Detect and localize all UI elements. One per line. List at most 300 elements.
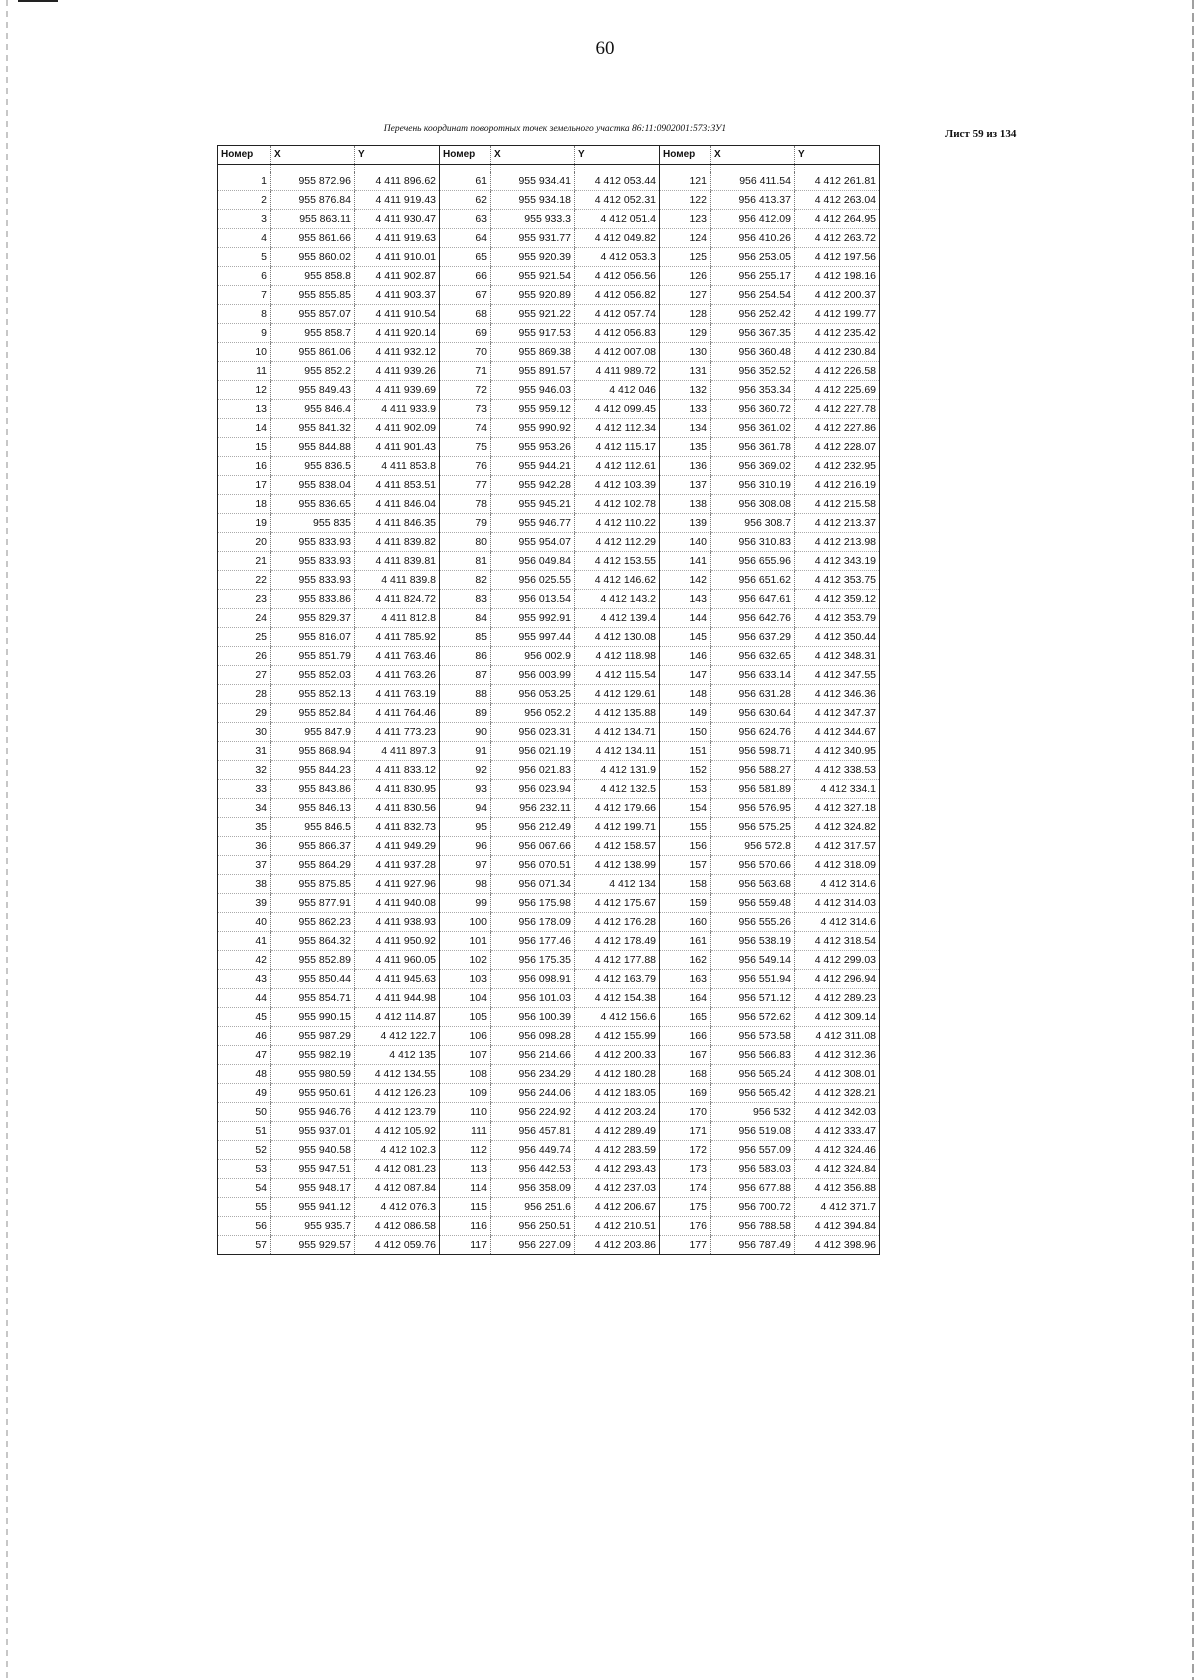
table-row	[218, 912, 880, 931]
y-coordinate-cell: 4 412 112.61	[575, 456, 660, 475]
x-coordinate-cell: 956 588.27	[711, 760, 795, 779]
point-number-cell: 129	[660, 323, 711, 342]
x-coordinate-cell: 955 846.13	[271, 798, 355, 817]
x-coordinate-cell: 955 835	[271, 513, 355, 532]
point-number-cell: 77	[440, 475, 491, 494]
point-number-cell: 25	[218, 627, 271, 646]
point-number-cell: 108	[440, 1064, 491, 1083]
y-coordinate-cell: 4 412 132.5	[575, 779, 660, 798]
point-number-cell: 8	[218, 304, 271, 323]
x-coordinate-cell: 955 852.84	[271, 703, 355, 722]
table-row	[218, 1045, 880, 1064]
y-coordinate-cell: 4 412 177.88	[575, 950, 660, 969]
x-coordinate-cell: 956 360.48	[711, 342, 795, 361]
y-coordinate-cell: 4 411 853.51	[355, 475, 440, 494]
point-number-cell: 45	[218, 1007, 271, 1026]
point-number-cell: 88	[440, 684, 491, 703]
y-coordinate-cell: 4 412 158.57	[575, 836, 660, 855]
x-coordinate-cell: 955 843.86	[271, 779, 355, 798]
y-coordinate-cell: 4 411 940.08	[355, 893, 440, 912]
point-number-cell: 55	[218, 1197, 271, 1216]
x-coordinate-cell: 956 412.09	[711, 209, 795, 228]
point-number-cell: 166	[660, 1026, 711, 1045]
x-coordinate-cell: 956 310.83	[711, 532, 795, 551]
x-coordinate-cell: 956 573.58	[711, 1026, 795, 1045]
y-coordinate-cell: 4 412 112.29	[575, 532, 660, 551]
y-coordinate-cell: 4 412 183.05	[575, 1083, 660, 1102]
x-coordinate-cell: 955 950.61	[271, 1083, 355, 1102]
point-number-cell: 90	[440, 722, 491, 741]
point-number-cell: 168	[660, 1064, 711, 1083]
y-coordinate-cell: 4 412 176.28	[575, 912, 660, 931]
x-coordinate-cell: 956 227.09	[491, 1235, 575, 1254]
point-number-cell: 78	[440, 494, 491, 513]
table-row	[218, 1121, 880, 1140]
y-coordinate-cell: 4 412 200.37	[795, 285, 880, 304]
x-coordinate-cell: 955 852.13	[271, 684, 355, 703]
point-number-cell: 89	[440, 703, 491, 722]
point-number-cell: 27	[218, 665, 271, 684]
y-coordinate-cell: 4 412 163.79	[575, 969, 660, 988]
x-coordinate-cell: 955 875.85	[271, 874, 355, 893]
x-coordinate-cell: 956 358.09	[491, 1178, 575, 1197]
x-coordinate-cell: 955 934.41	[491, 172, 575, 191]
y-coordinate-cell: 4 412 289.23	[795, 988, 880, 1007]
x-coordinate-cell: 955 850.44	[271, 969, 355, 988]
y-coordinate-cell: 4 412 056.82	[575, 285, 660, 304]
y-coordinate-cell: 4 412 199.77	[795, 304, 880, 323]
y-coordinate-cell: 4 412 263.04	[795, 190, 880, 209]
table-row	[218, 684, 880, 703]
x-coordinate-cell: 955 866.37	[271, 836, 355, 855]
table-row	[218, 361, 880, 380]
table-row	[218, 1007, 880, 1026]
y-coordinate-cell: 4 412 053.44	[575, 172, 660, 191]
y-coordinate-cell: 4 412 230.84	[795, 342, 880, 361]
point-number-cell: 41	[218, 931, 271, 950]
x-coordinate-cell: 956 053.25	[491, 684, 575, 703]
header-x-3: X	[711, 146, 795, 165]
x-coordinate-cell: 955 944.21	[491, 456, 575, 475]
point-number-cell: 98	[440, 874, 491, 893]
point-number-cell: 140	[660, 532, 711, 551]
point-number-cell: 131	[660, 361, 711, 380]
point-number-cell: 167	[660, 1045, 711, 1064]
table-row	[218, 570, 880, 589]
y-coordinate-cell: 4 412 115.17	[575, 437, 660, 456]
x-coordinate-cell: 956 308.7	[711, 513, 795, 532]
point-number-cell: 103	[440, 969, 491, 988]
x-coordinate-cell: 955 849.43	[271, 380, 355, 399]
point-number-cell: 165	[660, 1007, 711, 1026]
y-coordinate-cell: 4 412 283.59	[575, 1140, 660, 1159]
coordinates-table-body	[218, 165, 880, 1255]
table-row	[218, 931, 880, 950]
table-row	[218, 1102, 880, 1121]
x-coordinate-cell: 956 250.51	[491, 1216, 575, 1235]
y-coordinate-cell: 4 412 049.82	[575, 228, 660, 247]
point-number-cell: 50	[218, 1102, 271, 1121]
point-number-cell: 169	[660, 1083, 711, 1102]
point-number-cell: 62	[440, 190, 491, 209]
y-coordinate-cell: 4 412 115.54	[575, 665, 660, 684]
point-number-cell: 17	[218, 475, 271, 494]
point-number-cell: 107	[440, 1045, 491, 1064]
point-number-cell: 135	[660, 437, 711, 456]
x-coordinate-cell: 955 872.96	[271, 172, 355, 191]
table-row	[218, 969, 880, 988]
point-number-cell: 83	[440, 589, 491, 608]
x-coordinate-cell: 956 361.02	[711, 418, 795, 437]
y-coordinate-cell: 4 411 853.8	[355, 456, 440, 475]
x-coordinate-cell: 956 624.76	[711, 722, 795, 741]
table-row	[218, 836, 880, 855]
y-coordinate-cell: 4 412 299.03	[795, 950, 880, 969]
y-coordinate-cell: 4 412 199.71	[575, 817, 660, 836]
x-coordinate-cell: 955 940.58	[271, 1140, 355, 1159]
y-coordinate-cell: 4 412 228.07	[795, 437, 880, 456]
table-row	[218, 494, 880, 513]
scan-edge-right	[1192, 0, 1194, 1680]
table-row	[218, 798, 880, 817]
point-number-cell: 19	[218, 513, 271, 532]
y-coordinate-cell: 4 411 903.37	[355, 285, 440, 304]
x-coordinate-cell: 956 244.06	[491, 1083, 575, 1102]
y-coordinate-cell: 4 412 318.09	[795, 855, 880, 874]
point-number-cell: 172	[660, 1140, 711, 1159]
table-row	[218, 1178, 880, 1197]
y-coordinate-cell: 4 412 318.54	[795, 931, 880, 950]
table-row	[218, 855, 880, 874]
y-coordinate-cell: 4 412 324.82	[795, 817, 880, 836]
y-coordinate-cell: 4 412 227.86	[795, 418, 880, 437]
point-number-cell: 102	[440, 950, 491, 969]
point-number-cell: 79	[440, 513, 491, 532]
x-coordinate-cell: 955 946.77	[491, 513, 575, 532]
y-coordinate-cell: 4 412 056.56	[575, 266, 660, 285]
x-coordinate-cell: 955 959.12	[491, 399, 575, 418]
y-coordinate-cell: 4 411 830.56	[355, 798, 440, 817]
x-coordinate-cell: 956 449.74	[491, 1140, 575, 1159]
point-number-cell: 7	[218, 285, 271, 304]
y-coordinate-cell: 4 412 314.6	[795, 912, 880, 931]
coordinates-table	[217, 145, 880, 1255]
y-coordinate-cell: 4 411 939.69	[355, 380, 440, 399]
table-row	[218, 285, 880, 304]
point-number-cell: 81	[440, 551, 491, 570]
table-row	[218, 608, 880, 627]
x-coordinate-cell: 955 833.93	[271, 532, 355, 551]
point-number-cell: 161	[660, 931, 711, 950]
scan-corner-mark	[18, 0, 58, 2]
x-coordinate-cell: 956 098.91	[491, 969, 575, 988]
y-coordinate-cell: 4 412 200.33	[575, 1045, 660, 1064]
x-coordinate-cell: 955 852.89	[271, 950, 355, 969]
y-coordinate-cell: 4 412 343.19	[795, 551, 880, 570]
point-number-cell: 35	[218, 817, 271, 836]
x-coordinate-cell: 956 178.09	[491, 912, 575, 931]
y-coordinate-cell: 4 412 327.18	[795, 798, 880, 817]
header-number-2: Номер	[440, 146, 491, 165]
point-number-cell: 66	[440, 266, 491, 285]
x-coordinate-cell: 955 869.38	[491, 342, 575, 361]
x-coordinate-cell: 955 829.37	[271, 608, 355, 627]
y-coordinate-cell: 4 412 348.31	[795, 646, 880, 665]
point-number-cell: 14	[218, 418, 271, 437]
x-coordinate-cell: 955 934.18	[491, 190, 575, 209]
y-coordinate-cell: 4 412 053.3	[575, 247, 660, 266]
point-number-cell: 52	[218, 1140, 271, 1159]
point-number-cell: 64	[440, 228, 491, 247]
x-coordinate-cell: 955 980.59	[271, 1064, 355, 1083]
y-coordinate-cell: 4 412 099.45	[575, 399, 660, 418]
y-coordinate-cell: 4 412 356.88	[795, 1178, 880, 1197]
x-coordinate-cell: 956 003.99	[491, 665, 575, 684]
point-number-cell: 125	[660, 247, 711, 266]
x-coordinate-cell: 955 891.57	[491, 361, 575, 380]
table-row	[218, 399, 880, 418]
x-coordinate-cell: 956 559.48	[711, 893, 795, 912]
x-coordinate-cell: 955 948.17	[271, 1178, 355, 1197]
x-coordinate-cell: 956 308.08	[711, 494, 795, 513]
y-coordinate-cell: 4 412 309.14	[795, 1007, 880, 1026]
y-coordinate-cell: 4 411 846.04	[355, 494, 440, 513]
y-coordinate-cell: 4 412 146.62	[575, 570, 660, 589]
point-number-cell: 91	[440, 741, 491, 760]
x-coordinate-cell: 955 860.02	[271, 247, 355, 266]
x-coordinate-cell: 956 677.88	[711, 1178, 795, 1197]
x-coordinate-cell: 955 877.91	[271, 893, 355, 912]
table-row	[218, 988, 880, 1007]
x-coordinate-cell: 955 861.66	[271, 228, 355, 247]
y-coordinate-cell: 4 412 398.96	[795, 1235, 880, 1254]
y-coordinate-cell: 4 412 342.03	[795, 1102, 880, 1121]
y-coordinate-cell: 4 412 178.49	[575, 931, 660, 950]
point-number-cell: 160	[660, 912, 711, 931]
x-coordinate-cell: 955 846.5	[271, 817, 355, 836]
table-row	[218, 456, 880, 475]
point-number-cell: 2	[218, 190, 271, 209]
point-number-cell: 154	[660, 798, 711, 817]
point-number-cell: 34	[218, 798, 271, 817]
y-coordinate-cell: 4 412 213.98	[795, 532, 880, 551]
y-coordinate-cell: 4 412 237.03	[575, 1178, 660, 1197]
x-coordinate-cell: 956 565.42	[711, 1083, 795, 1102]
y-coordinate-cell: 4 412 081.23	[355, 1159, 440, 1178]
y-coordinate-cell: 4 412 216.19	[795, 475, 880, 494]
sheet-label: Лист 59 из 134	[945, 128, 1017, 140]
y-coordinate-cell: 4 412 007.08	[575, 342, 660, 361]
point-number-cell: 82	[440, 570, 491, 589]
x-coordinate-cell: 956 442.53	[491, 1159, 575, 1178]
x-coordinate-cell: 956 557.09	[711, 1140, 795, 1159]
y-coordinate-cell: 4 412 175.67	[575, 893, 660, 912]
x-coordinate-cell: 955 931.77	[491, 228, 575, 247]
point-number-cell: 37	[218, 855, 271, 874]
table-row	[218, 817, 880, 836]
x-coordinate-cell: 955 844.88	[271, 437, 355, 456]
point-number-cell: 93	[440, 779, 491, 798]
table-row	[218, 190, 880, 209]
point-number-cell: 134	[660, 418, 711, 437]
point-number-cell: 142	[660, 570, 711, 589]
x-coordinate-cell: 956 177.46	[491, 931, 575, 950]
x-coordinate-cell: 956 013.54	[491, 589, 575, 608]
y-coordinate-cell: 4 412 225.69	[795, 380, 880, 399]
y-coordinate-cell: 4 411 773.23	[355, 722, 440, 741]
x-coordinate-cell: 956 519.08	[711, 1121, 795, 1140]
y-coordinate-cell: 4 412 263.72	[795, 228, 880, 247]
x-coordinate-cell: 956 633.14	[711, 665, 795, 684]
table-row	[218, 627, 880, 646]
y-coordinate-cell: 4 412 226.58	[795, 361, 880, 380]
x-coordinate-cell: 956 021.19	[491, 741, 575, 760]
point-number-cell: 109	[440, 1083, 491, 1102]
x-coordinate-cell: 956 052.2	[491, 703, 575, 722]
point-number-cell: 80	[440, 532, 491, 551]
x-coordinate-cell: 956 457.81	[491, 1121, 575, 1140]
x-coordinate-cell: 956 538.19	[711, 931, 795, 950]
point-number-cell: 123	[660, 209, 711, 228]
x-coordinate-cell: 956 576.95	[711, 798, 795, 817]
y-coordinate-cell: 4 412 261.81	[795, 172, 880, 191]
x-coordinate-cell: 955 836.65	[271, 494, 355, 513]
x-coordinate-cell: 955 933.3	[491, 209, 575, 228]
y-coordinate-cell: 4 412 203.24	[575, 1102, 660, 1121]
x-coordinate-cell: 956 098.28	[491, 1026, 575, 1045]
y-coordinate-cell: 4 412 110.22	[575, 513, 660, 532]
point-number-cell: 177	[660, 1235, 711, 1254]
y-coordinate-cell: 4 411 939.26	[355, 361, 440, 380]
point-number-cell: 53	[218, 1159, 271, 1178]
scan-edge-left	[6, 0, 8, 1680]
point-number-cell: 28	[218, 684, 271, 703]
x-coordinate-cell: 955 851.79	[271, 646, 355, 665]
y-coordinate-cell: 4 412 130.08	[575, 627, 660, 646]
point-number-cell: 76	[440, 456, 491, 475]
x-coordinate-cell: 955 990.92	[491, 418, 575, 437]
x-coordinate-cell: 956 214.66	[491, 1045, 575, 1064]
x-coordinate-cell: 956 049.84	[491, 551, 575, 570]
x-coordinate-cell: 955 868.94	[271, 741, 355, 760]
table-row	[218, 1064, 880, 1083]
point-number-cell: 95	[440, 817, 491, 836]
point-number-cell: 43	[218, 969, 271, 988]
x-coordinate-cell: 956 655.96	[711, 551, 795, 570]
y-coordinate-cell: 4 412 353.75	[795, 570, 880, 589]
x-coordinate-cell: 955 942.28	[491, 475, 575, 494]
x-coordinate-cell: 955 954.07	[491, 532, 575, 551]
y-coordinate-cell: 4 412 134	[575, 874, 660, 893]
y-coordinate-cell: 4 412 311.08	[795, 1026, 880, 1045]
table-row	[218, 418, 880, 437]
y-coordinate-cell: 4 412 324.84	[795, 1159, 880, 1178]
table-row	[218, 172, 880, 191]
point-number-cell: 163	[660, 969, 711, 988]
point-number-cell: 69	[440, 323, 491, 342]
point-number-cell: 15	[218, 437, 271, 456]
header-y-3: Y	[795, 146, 880, 165]
y-coordinate-cell: 4 412 347.55	[795, 665, 880, 684]
y-coordinate-cell: 4 412 210.51	[575, 1216, 660, 1235]
point-number-cell: 74	[440, 418, 491, 437]
x-coordinate-cell: 956 253.05	[711, 247, 795, 266]
x-coordinate-cell: 956 642.76	[711, 608, 795, 627]
point-number-cell: 46	[218, 1026, 271, 1045]
point-number-cell: 5	[218, 247, 271, 266]
x-coordinate-cell: 955 863.11	[271, 209, 355, 228]
point-number-cell: 65	[440, 247, 491, 266]
y-coordinate-cell: 4 411 763.46	[355, 646, 440, 665]
x-coordinate-cell: 956 025.55	[491, 570, 575, 589]
y-coordinate-cell: 4 412 227.78	[795, 399, 880, 418]
x-coordinate-cell: 956 255.17	[711, 266, 795, 285]
x-coordinate-cell: 955 937.01	[271, 1121, 355, 1140]
x-coordinate-cell: 955 855.85	[271, 285, 355, 304]
x-coordinate-cell: 955 876.84	[271, 190, 355, 209]
point-number-cell: 141	[660, 551, 711, 570]
point-number-cell: 51	[218, 1121, 271, 1140]
x-coordinate-cell: 956 367.35	[711, 323, 795, 342]
y-coordinate-cell: 4 412 206.67	[575, 1197, 660, 1216]
table-row	[218, 1159, 880, 1178]
header-y-1: Y	[355, 146, 440, 165]
y-coordinate-cell: 4 412 338.53	[795, 760, 880, 779]
y-coordinate-cell: 4 411 896.62	[355, 172, 440, 191]
point-number-cell: 112	[440, 1140, 491, 1159]
y-coordinate-cell: 4 411 824.72	[355, 589, 440, 608]
y-coordinate-cell: 4 412 052.31	[575, 190, 660, 209]
x-coordinate-cell: 956 700.72	[711, 1197, 795, 1216]
y-coordinate-cell: 4 412 314.6	[795, 874, 880, 893]
point-number-cell: 111	[440, 1121, 491, 1140]
y-coordinate-cell: 4 412 328.21	[795, 1083, 880, 1102]
x-coordinate-cell: 955 816.07	[271, 627, 355, 646]
y-coordinate-cell: 4 412 057.74	[575, 304, 660, 323]
y-coordinate-cell: 4 412 122.7	[355, 1026, 440, 1045]
point-number-cell: 32	[218, 760, 271, 779]
x-coordinate-cell: 956 067.66	[491, 836, 575, 855]
x-coordinate-cell: 956 570.66	[711, 855, 795, 874]
point-number-cell: 85	[440, 627, 491, 646]
x-coordinate-cell: 955 921.22	[491, 304, 575, 323]
x-coordinate-cell: 955 854.71	[271, 988, 355, 1007]
point-number-cell: 29	[218, 703, 271, 722]
x-coordinate-cell: 956 555.26	[711, 912, 795, 931]
table-row	[218, 380, 880, 399]
y-coordinate-cell: 4 412 308.01	[795, 1064, 880, 1083]
x-coordinate-cell: 955 833.93	[271, 551, 355, 570]
table-row	[218, 266, 880, 285]
x-coordinate-cell: 955 844.23	[271, 760, 355, 779]
x-coordinate-cell: 955 982.19	[271, 1045, 355, 1064]
y-coordinate-cell: 4 411 763.26	[355, 665, 440, 684]
x-coordinate-cell: 955 857.07	[271, 304, 355, 323]
y-coordinate-cell: 4 412 046	[575, 380, 660, 399]
point-number-cell: 122	[660, 190, 711, 209]
point-number-cell: 18	[218, 494, 271, 513]
table-row	[218, 247, 880, 266]
y-coordinate-cell: 4 412 114.87	[355, 1007, 440, 1026]
x-coordinate-cell: 955 846.4	[271, 399, 355, 418]
y-coordinate-cell: 4 412 371.7	[795, 1197, 880, 1216]
y-coordinate-cell: 4 411 763.19	[355, 684, 440, 703]
x-coordinate-cell: 956 361.78	[711, 437, 795, 456]
x-coordinate-cell: 955 946.03	[491, 380, 575, 399]
y-coordinate-cell: 4 412 123.79	[355, 1102, 440, 1121]
table-header-row	[218, 146, 880, 165]
point-number-cell: 132	[660, 380, 711, 399]
